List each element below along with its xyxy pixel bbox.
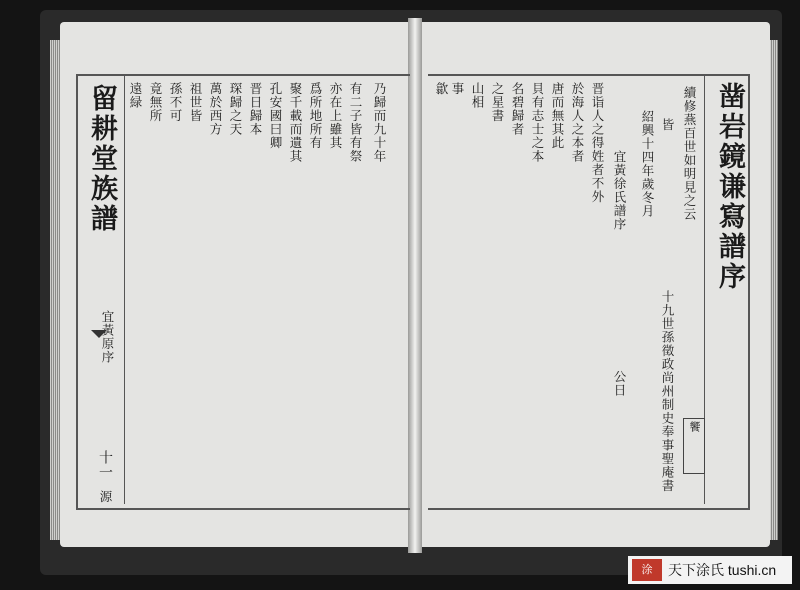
left-col-2: 有二子皆有祭 bbox=[348, 82, 363, 163]
preface-title: 宜黃徐氏譜序 bbox=[612, 150, 627, 231]
left-col-6: 孔安國曰卿 bbox=[268, 82, 283, 150]
left-col-8: 琛歸之天 bbox=[228, 82, 243, 136]
left-col-7: 晋日歸本 bbox=[248, 82, 263, 136]
left-col-1: 乃歸而九十年 bbox=[372, 82, 387, 163]
left-col-12: 竟無所 bbox=[148, 82, 163, 123]
right-col-5: 名碧歸者 bbox=[510, 82, 525, 136]
right-col-7: 山相 bbox=[470, 82, 485, 109]
right-lead-line-1: 續修燕百世如明見之云 bbox=[682, 86, 697, 221]
watermark-text: 天下涂氏 tushi.cn bbox=[668, 562, 777, 578]
right-col-9: 歙 bbox=[434, 82, 449, 96]
watermark-seal: 涂 bbox=[632, 559, 662, 581]
right-page-title: 凿岩鏡谦寫譜序 bbox=[714, 82, 745, 292]
left-hall-name: 源 bbox=[98, 490, 113, 504]
watermark-banner bbox=[628, 556, 792, 584]
right-col-1: 晋诣人之得姓者不外 bbox=[590, 82, 605, 204]
left-col-13: 遠緑 bbox=[128, 82, 143, 109]
left-col-3: 亦在上雖其 bbox=[328, 82, 343, 150]
left-section-label: 宜黃原序 bbox=[100, 310, 115, 364]
left-page-number: 十一 bbox=[97, 450, 113, 480]
page-edges-left bbox=[50, 40, 60, 540]
book-gutter bbox=[408, 18, 422, 553]
right-col-10: 公日 bbox=[612, 370, 627, 397]
left-col-9: 萬於西方 bbox=[208, 82, 223, 136]
left-col-11: 孫不可 bbox=[168, 82, 183, 123]
left-col-4: 爲所地所有 bbox=[308, 82, 323, 150]
left-col-10: 祖世皆 bbox=[188, 82, 203, 123]
right-lead-line-3: 紹興十四年歲冬月 bbox=[640, 110, 655, 218]
right-col-4: 貝有志士之本 bbox=[530, 82, 545, 163]
right-lead-line-2: 皆 bbox=[660, 118, 675, 132]
right-col-6: 之星書 bbox=[490, 82, 505, 123]
right-col-2: 於海人之本者 bbox=[570, 82, 585, 163]
left-page-title: 留耕堂族譜 bbox=[86, 84, 117, 234]
right-col-8: 事 bbox=[450, 82, 465, 96]
right-col-3: 唐而無其此 bbox=[550, 82, 565, 150]
fish-tail-mark bbox=[91, 330, 107, 338]
left-col-5: 聚千載而遺其 bbox=[288, 82, 303, 163]
signature-line: 十九世孫徵政尚州制史奉事聖庵書 bbox=[660, 290, 675, 493]
seal-stamp: 饗 bbox=[683, 418, 705, 474]
